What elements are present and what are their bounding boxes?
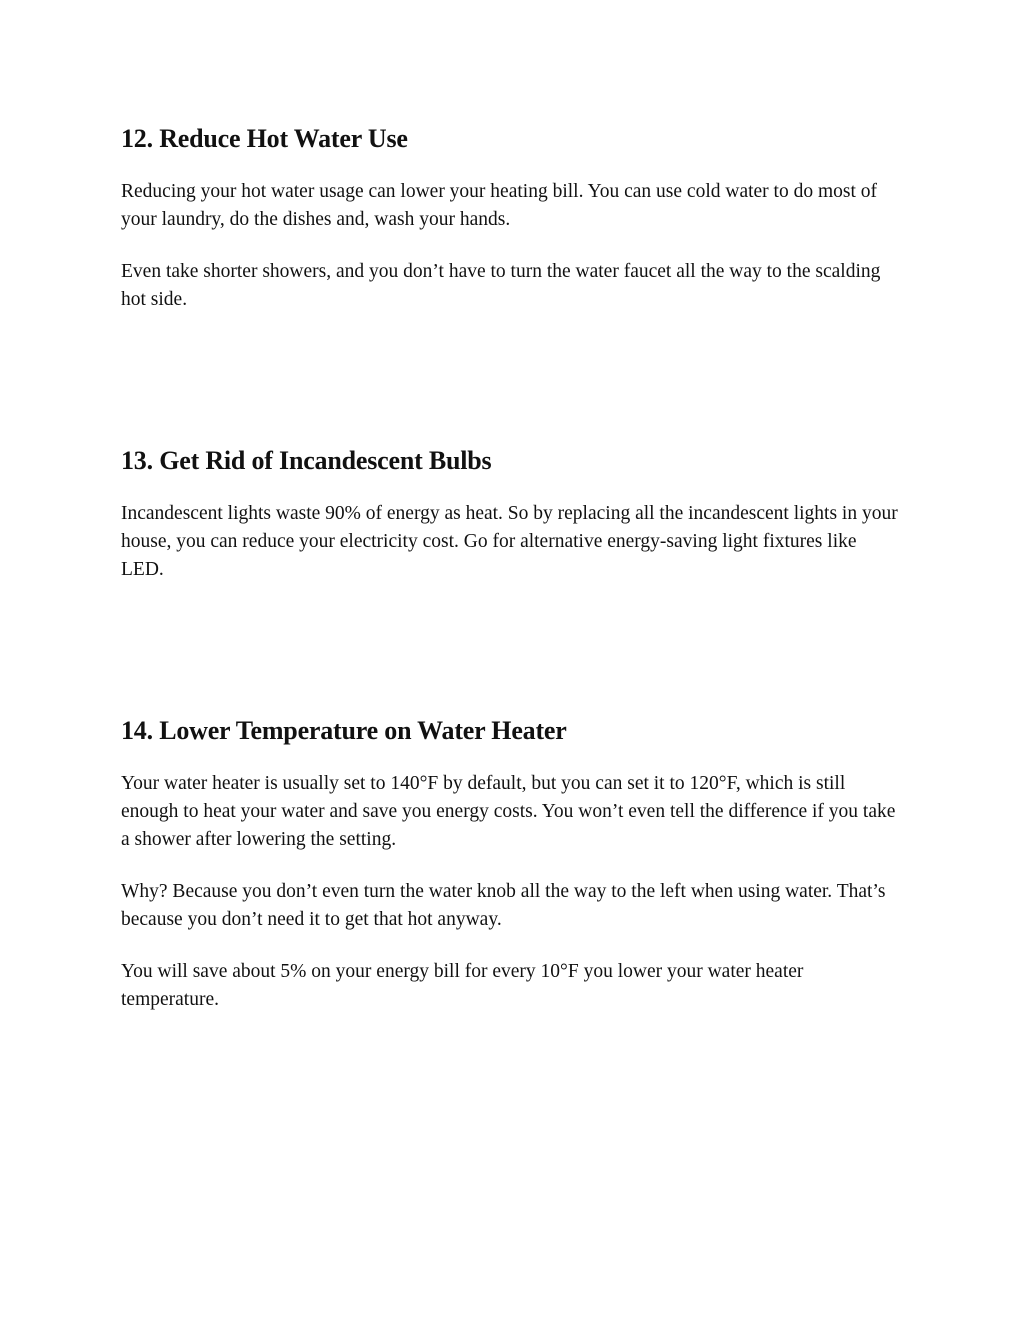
section-water-heater-temperature xyxy=(121,716,901,1014)
paragraph: You will save about 5% on your energy bill for every 10°F you lower your water heater temperature. xyxy=(121,961,804,1010)
paragraph: Your water heater is usually set to 140°F by default, but you can set it to 120°F, which is still enough to heat your water and save you energy costs. You won’t even tell the difference if you take a shower after lowering the setting. xyxy=(121,773,896,850)
section-incandescent-bulbs xyxy=(121,446,901,584)
section-heading: 12. Reduce Hot Water Use xyxy=(121,124,408,153)
paragraph: Incandescent lights waste 90% of energy as heat. So by replacing all the incandescent lights in your house, you can reduce your electricity cost. Go for alternative energy-saving light fixtures like LED. xyxy=(121,503,898,580)
paragraph: Reducing your hot water usage can lower your heating bill. You can use cold water to do most of your laundry, do the dishes and, wash your hands. xyxy=(121,181,877,230)
section-heading: 13. Get Rid of Incandescent Bulbs xyxy=(121,446,492,475)
section-heading: 14. Lower Temperature on Water Heater xyxy=(121,716,567,745)
paragraph: Even take shorter showers, and you don’t have to turn the water faucet all the way to the scalding hot side. xyxy=(121,261,881,310)
section-reduce-hot-water xyxy=(121,124,901,314)
paragraph: Why? Because you don’t even turn the water knob all the way to the left when using water. That’s because you don’t need it to get that hot anyway. xyxy=(121,881,886,930)
